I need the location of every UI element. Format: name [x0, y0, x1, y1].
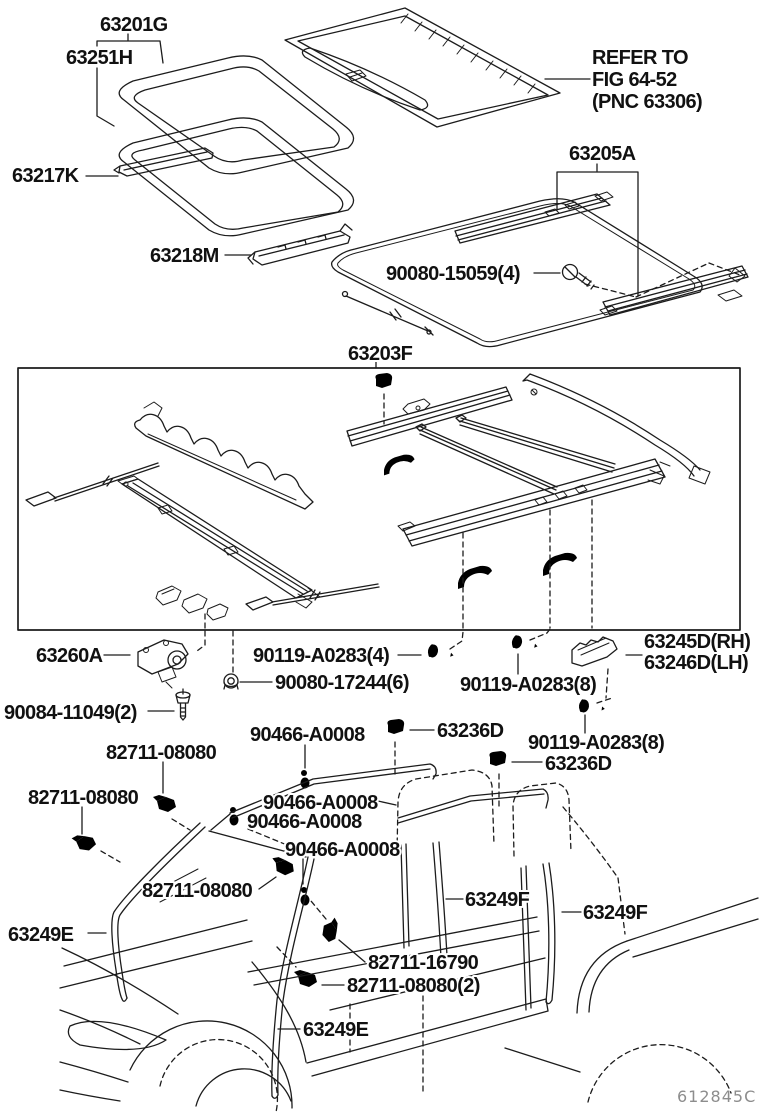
label-90119-A0283-4: 90119-A0283(4): [253, 645, 390, 667]
moulding-clip-icon: [320, 917, 341, 943]
label-63249E-left: 63249E: [8, 924, 74, 946]
label-63236D-left: 63236D: [437, 720, 504, 742]
roof-clip-icon: [387, 719, 404, 734]
label-63249F-left: 63249F: [465, 889, 530, 911]
label-90466-A0008-c: 90466-A0008: [247, 811, 362, 833]
label-63236D-right: 63236D: [545, 753, 612, 775]
drain-bracket-drawing: [572, 637, 617, 666]
callout-labels: [4, 14, 756, 1106]
bolt-icon: [511, 635, 539, 653]
sunroof-glass-drawing: [119, 56, 353, 174]
sunroof-motor-drawing: [138, 640, 188, 688]
label-90466-A0008-b: 90466-A0008: [263, 792, 378, 814]
label-82711-08080-c: 82711-08080: [142, 880, 253, 902]
roof-clip-icon: [489, 751, 506, 766]
label-63249E-center: 63249E: [303, 1019, 369, 1041]
front-channel-drawing: [114, 148, 213, 176]
moulding-clip-icon: [153, 795, 176, 812]
roof-panel-drawing: [285, 8, 560, 127]
nut-icon: [224, 674, 238, 689]
label-90080-17244: 90080-17244(6): [275, 672, 409, 694]
refer-note-line2: FIG 64-52: [592, 69, 677, 91]
guide-rail-right-drawing: [600, 266, 748, 315]
label-63218M: 63218M: [150, 245, 219, 267]
bolt-icon: [427, 644, 455, 662]
label-82711-16790: 82711-16790: [368, 952, 479, 974]
housing-frame-box: [18, 368, 740, 630]
label-82711-08080-2pc: 82711-08080(2): [347, 975, 480, 997]
vertical-bolt-icon: [176, 692, 190, 720]
label-63260A: 63260A: [36, 645, 103, 667]
label-63201G: 63201G: [100, 14, 168, 36]
label-63217K: 63217K: [12, 165, 79, 187]
label-82711-08080-a: 82711-08080: [106, 742, 217, 764]
moulding-clip-icon: [294, 970, 317, 987]
moulding-clip-icon: [71, 832, 97, 853]
label-63249F-right: 63249F: [583, 902, 648, 924]
label-63245D-RH: 63245D(RH): [644, 631, 751, 653]
figure-code: 612845C: [677, 1087, 757, 1106]
label-90119-A0283-8-lower: 90119-A0283(8): [528, 732, 665, 754]
bracket-icon: [384, 455, 415, 476]
label-90084-11049: 90084-11049(2): [4, 702, 137, 724]
bracket-icon: [543, 553, 577, 576]
car-body-drawing: [60, 764, 758, 1112]
label-63205A: 63205A: [569, 143, 636, 165]
refer-note-line1: REFER TO: [592, 47, 688, 69]
label-63251H: 63251H: [66, 47, 133, 69]
refer-note-line3: (PNC 63306): [592, 91, 703, 113]
label-90466-A0008-d: 90466-A0008: [285, 839, 400, 861]
label-90080-15059: 90080-15059(4): [386, 263, 520, 285]
label-90119-A0283-8-upper: 90119-A0283(8): [460, 674, 597, 696]
rear-channel-drawing: [248, 224, 352, 265]
label-63203F: 63203F: [348, 343, 413, 365]
housing-frame-drawing: [26, 373, 710, 620]
label-82711-08080-b: 82711-08080: [28, 787, 139, 809]
label-90466-A0008-top: 90466-A0008: [250, 724, 365, 746]
sunroof-glass-seal-drawing: [119, 118, 353, 236]
label-63246D-LH: 63246D(LH): [644, 652, 749, 674]
